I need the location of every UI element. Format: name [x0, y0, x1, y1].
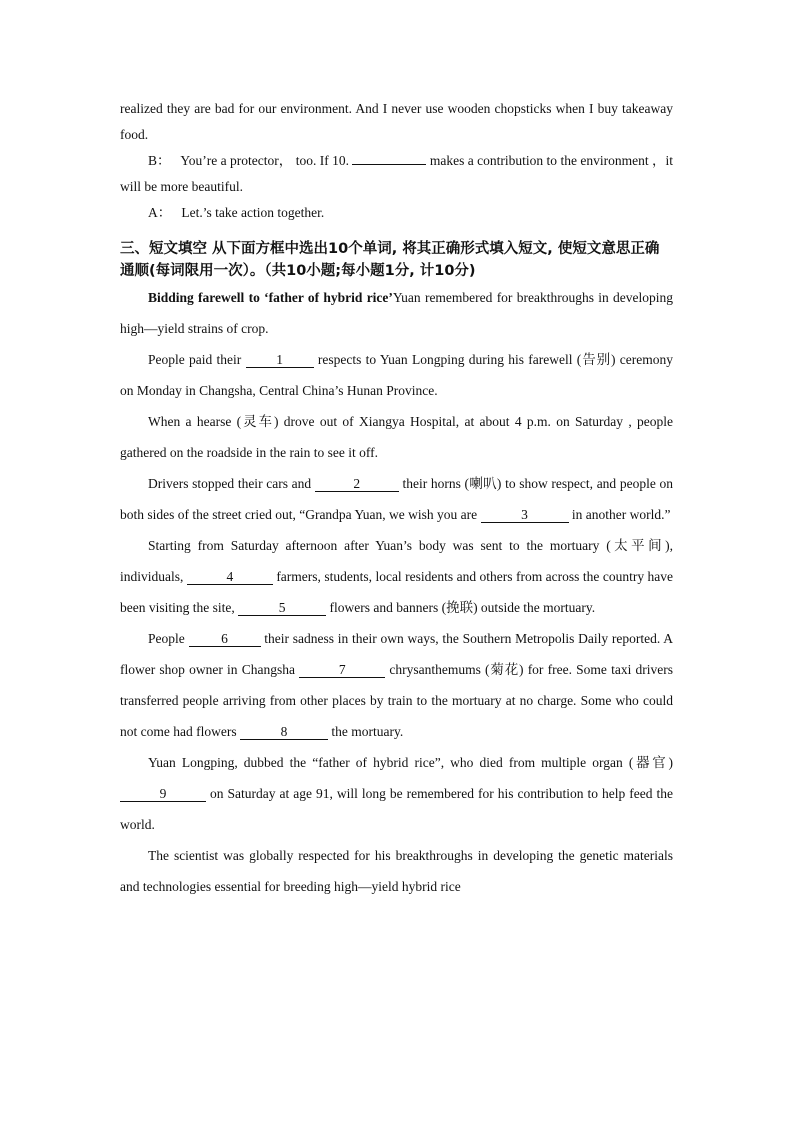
dialogue-text-a: Let.’s take action together. [181, 205, 325, 220]
blank-10[interactable] [352, 164, 426, 165]
paragraph-7: The scientist was globally respected for his breakthroughs in developing the genetic materials and technologies essential for breeding high—yield hybrid rice [120, 848, 673, 894]
paragraph-4-text-a: Starting from Saturday afternoon after Yuan’s body was sent to the mortuary (太平间), individuals, [120, 538, 673, 584]
dialogue-text-b2: makes a contribution to the environment ，it will be more beautiful. [120, 153, 674, 194]
blank-7[interactable]: 7 [299, 662, 385, 678]
paragraph-1-text-b: respects to Yuan Longping during his farewell (告别) ceremony on Monday in Changsha, Central China’s Hunan Province. [120, 352, 674, 398]
dialogue-text-b1: You’re a protector， too. If 10. [180, 153, 350, 168]
dialogue-line-a [120, 200, 673, 226]
paragraph-6 [120, 747, 673, 840]
passage-title-rest: Yuan remembered for breakthroughs in developing high—yield strains of crop. [120, 290, 673, 336]
section-heading: 三、短文填空 从下面方框中选出10个单词, 将其正确形式填入短文, 使短文意思正确通顺(每词限用一次）。（共10小题;每小题1分, 计10分) [120, 241, 660, 279]
blank-4[interactable]: 4 [187, 569, 273, 585]
paragraph-5 [120, 623, 673, 747]
speaker-b: B： [148, 153, 171, 168]
paragraph-3-text-a: Drivers stopped their cars and [148, 476, 312, 491]
speaker-a: A： [148, 205, 172, 220]
paragraph-6-text-a: Yuan Longping, dubbed the “father of hybrid rice”, who died from multiple organ (器官) [148, 755, 673, 770]
paragraph-3-text-c: in another world.” [571, 507, 671, 522]
blank-5[interactable]: 5 [238, 600, 326, 616]
paragraph-5-text-a: People [148, 631, 185, 646]
dialogue-continuation: realized they are bad for our environment. And I never use wooden chopsticks when I buy takeaway food. [120, 101, 673, 142]
paragraph-3 [120, 468, 673, 530]
paragraph-5-text-d: the mortuary. [331, 724, 404, 739]
paragraph-4-text-b: farmers, students, local residents and others from across the country have been visiting the site, [120, 569, 674, 615]
paragraph-4 [120, 530, 673, 623]
document-page [120, 96, 673, 902]
blank-2[interactable]: 2 [315, 476, 399, 492]
paragraph-4-text-c: flowers and banners (挽联) outside the mortuary. [329, 600, 596, 615]
blank-6[interactable]: 6 [189, 631, 261, 647]
dialogue-line-b [120, 148, 673, 200]
passage-title [120, 282, 673, 344]
blank-8[interactable]: 8 [240, 724, 328, 740]
blank-1[interactable]: 1 [246, 352, 314, 368]
blank-3[interactable]: 3 [481, 507, 569, 523]
paragraph-5-text-c: chrysanthemums (菊花) for free. Some taxi drivers transferred people arriving from other places by train to the mortuary at no charge. Some who could not come had flowers [120, 662, 674, 739]
blank-9[interactable]: 9 [120, 786, 206, 802]
paragraph-5-text-b: their sadness in their own ways, the Southern Metropolis Daily reported. A flower shop owner in Changsha [120, 631, 674, 677]
paragraph-1 [120, 344, 673, 406]
paragraph-6-text-b: on Saturday at age 91, will long be remembered for his contribution to help feed the world. [120, 786, 673, 832]
paragraph-2: When a hearse (灵车) drove out of Xiangya Hospital, at about 4 p.m. on Saturday , people gathered on the roadside in the rain to see it off. [120, 414, 673, 460]
paragraph-3-text-b: their horns (喇叭) to show respect, and people on both sides of the street cried out, “Grandpa Yuan, we wish you are [120, 476, 674, 522]
passage-title-bold: Bidding farewell to ‘father of hybrid rice’ [148, 290, 393, 305]
paragraph-1-text-a: People paid their [148, 352, 242, 367]
